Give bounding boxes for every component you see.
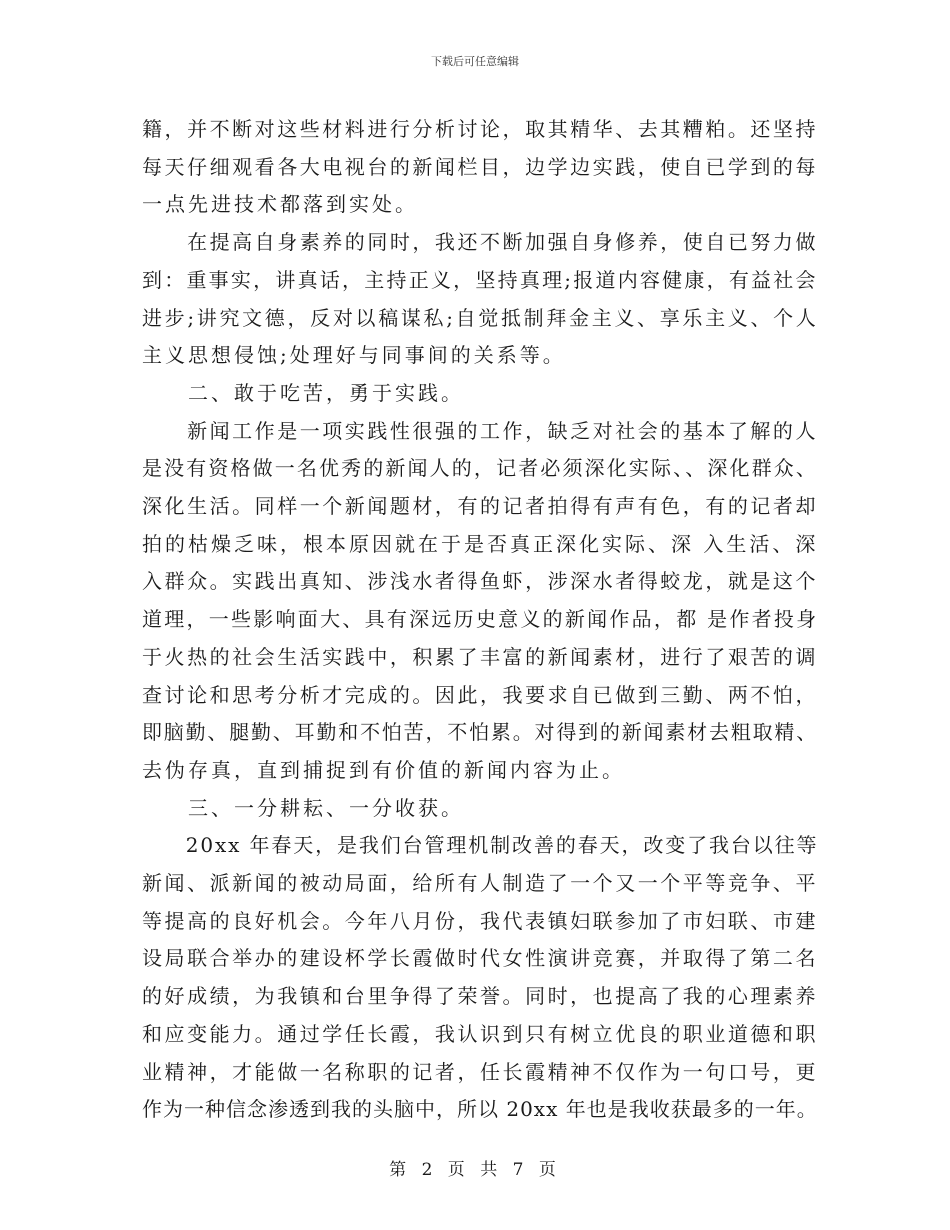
text-line: 到：重事实，讲真话，主持正义，坚持真理;报道内容健康，有益社会 xyxy=(142,267,818,292)
text-line: 新闻、派新闻的被动局面，给所有人制造了一个又一个平等竞争、平 xyxy=(142,871,818,895)
text-line: 拍的枯燥乏味，根本原因就在于是否真正深化实际、深 入生活、深 xyxy=(142,531,819,556)
text-line: 和应变能力。通过学任长霞，我认识到只有树立优良的职业道德和职 xyxy=(142,1021,818,1046)
page-header: 下载后可任意编辑 xyxy=(431,55,519,68)
text-line: 每天仔细观看各大电视台的新闻栏目，边学边实践，使自已学到的每 xyxy=(142,154,818,179)
text-line: 是没有资格做一名优秀的新闻人的，记者必须深化实际、、深化群众、 xyxy=(142,456,818,481)
text-line: 三、一分耕耘、一分收获。 xyxy=(142,795,464,820)
text-line: 的好成绩，为我镇和台里争得了荣誉。同时，也提高了我的心理素养 xyxy=(142,984,818,1009)
text-line: 去伪存真，直到捕捉到有价值的新闻内容为止。 xyxy=(142,757,625,782)
page-footer: 第 2 页 共 7 页 xyxy=(389,1160,561,1180)
text-line: 20xx 年春天，是我们台管理机制改善的春天，改变了我台以往等 xyxy=(142,833,819,858)
text-line: 于火热的社会生活实践中，积累了丰富的新闻素材，进行了艰苦的调 xyxy=(142,644,818,669)
text-line: 查讨论和思考分析才完成的。因此，我要求自已做到三勤、两不怕， xyxy=(142,682,818,707)
text-line: 二、敢于吃苦，勇于实践。 xyxy=(142,380,464,405)
text-line: 籍，并不断对这些材料进行分析讨论，取其精华、去其糟粕。还坚持 xyxy=(142,117,818,141)
text-line: 等提高的良好机会。今年八月份，我代表镇妇联参加了市妇联、市建 xyxy=(142,908,818,933)
text-line: 在提高自身素养的同时，我还不断加强自身修养，使自已努力做 xyxy=(142,230,818,255)
text-line: 业精神，才能做一名称职的记者，任长霞精神不仅作为一句口号，更 xyxy=(142,1059,818,1084)
text-line: 即脑勤、腿勤、耳勤和不怕苦，不怕累。对得到的新闻素材去粗取精、 xyxy=(142,720,818,745)
text-line: 进步;讲究文德，反对以稿谋私;自觉抵制拜金主义、享乐主义、个人 xyxy=(142,305,819,330)
text-line: 作为一种信念渗透到我的头脑中，所以 20xx 年也是我收获最多的一年。 xyxy=(142,1097,818,1122)
text-line: 主义思想侵蚀;处理好与同事间的关系等。 xyxy=(142,343,566,368)
text-line: 深化生活。同样一个新闻题材，有的记者拍得有声有色，有的记者却 xyxy=(142,494,818,518)
text-line: 入群众。实践出真知、涉浅水者得鱼虾，涉深水者得蛟龙，就是这个 xyxy=(142,569,818,594)
text-line: 新闻工作是一项实践性很强的工作，缺乏对社会的基本了解的人 xyxy=(142,418,818,443)
text-line: 一点先进技术都落到实处。 xyxy=(142,192,418,217)
text-line: 道理，一些影响面大、具有深远历史意义的新闻作品，都 是作者投身 xyxy=(142,607,819,632)
text-line: 设局联合举办的建设杯学长霞做时代女性演讲竞赛，并取得了第二名 xyxy=(142,946,818,971)
